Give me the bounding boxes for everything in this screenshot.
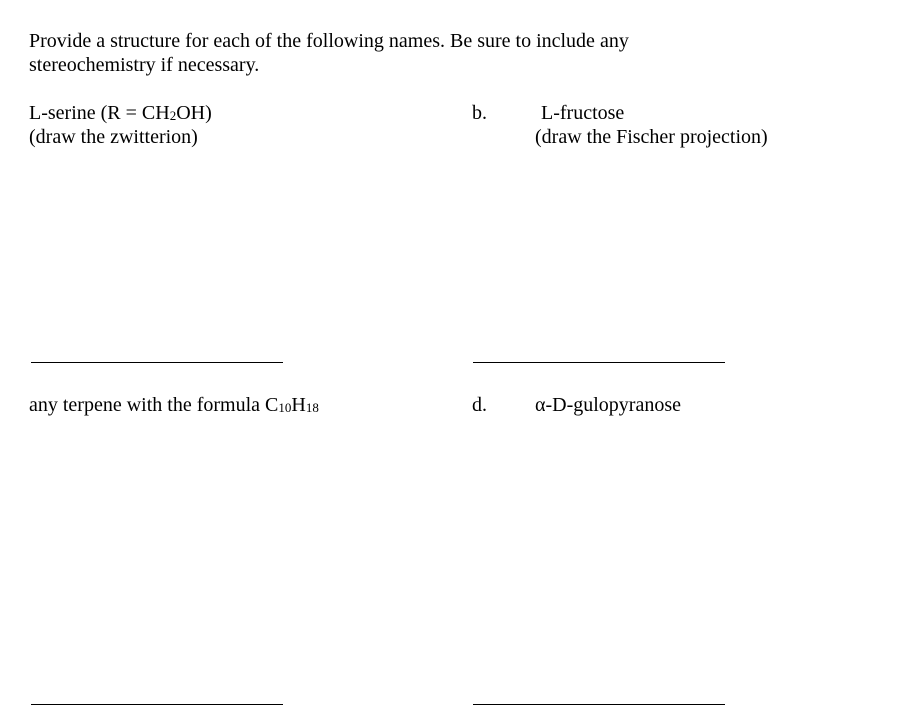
item-a-name-prefix: L-serine (R = CH — [29, 102, 170, 124]
answer-line-b — [473, 362, 725, 363]
item-c-text — [29, 393, 319, 417]
instructions-line-2: stereochemistry if necessary. — [29, 54, 260, 76]
item-a-name-suffix: OH) — [176, 102, 212, 124]
item-c-text-prefix: any terpene with the formula C — [29, 394, 279, 416]
item-c-subscript-carbon: 10 — [278, 400, 292, 415]
item-a-name-subscript: 2 — [169, 108, 177, 123]
answer-line-d — [473, 704, 725, 705]
item-c-subscript-hydrogen: 18 — [305, 400, 319, 415]
item-d-name: α-D-gulopyranose — [535, 394, 681, 416]
instructions-line-1: Provide a structure for each of the following names. Be sure to include any — [29, 30, 629, 52]
item-c-hydrogen: H — [291, 394, 306, 416]
item-b-note: (draw the Fischer projection) — [535, 126, 768, 148]
item-a-name — [29, 101, 212, 125]
answer-line-c — [31, 704, 283, 705]
item-d-label: d. — [472, 394, 487, 416]
item-b-label: b. — [472, 102, 487, 124]
item-b-name: L-fructose — [541, 102, 625, 124]
answer-line-a — [31, 362, 283, 363]
item-a-note: (draw the zwitterion) — [29, 126, 198, 148]
